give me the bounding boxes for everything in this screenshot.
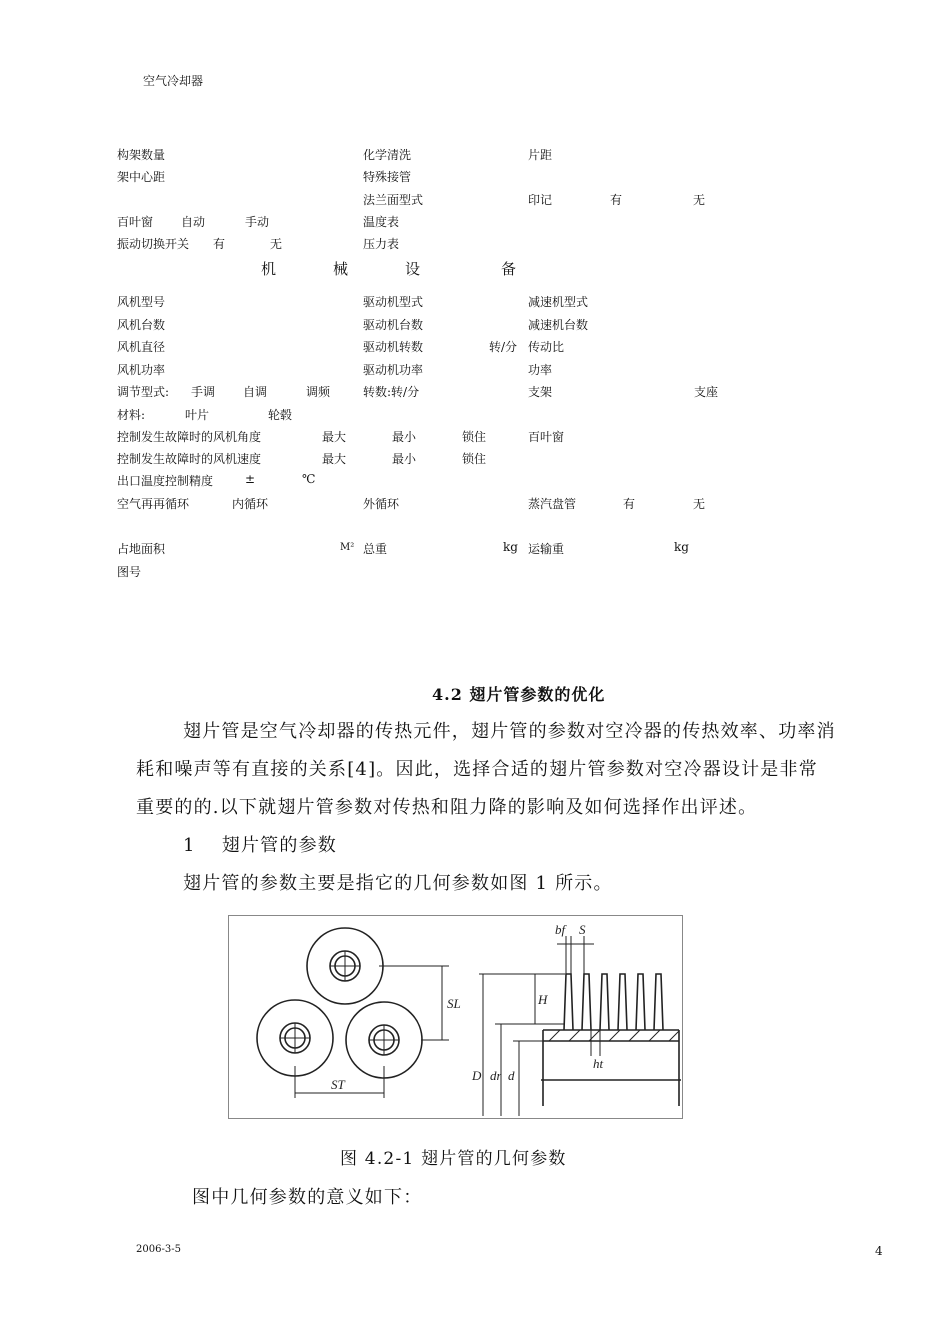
paragraph-line: 耗和噪声等有直接的关系[4]。因此，选择合适的翅片管参数对空冷器设计是非常 — [136, 759, 818, 780]
tube-longitudinal-section — [541, 974, 681, 1106]
form-label: 驱动机转数 — [363, 340, 424, 354]
form-option: 内循环 — [232, 497, 269, 511]
paragraph-line: 翅片管是空气冷却器的传热元件，翅片管的参数对空冷器的传热效率、功率消 — [183, 721, 836, 742]
form-unit: kg — [503, 540, 518, 554]
form-label: 图号 — [117, 565, 142, 579]
form-option: 手动 — [245, 215, 270, 229]
subsection-title: 1 翅片管的参数 — [183, 835, 337, 856]
form-option: 锁住 — [462, 452, 487, 466]
form-label: 驱动机台数 — [363, 318, 424, 332]
form-label: 运输重 — [528, 542, 565, 556]
form-label: 温度表 — [363, 215, 400, 229]
footer-date: 2006-3-5 — [136, 1244, 181, 1255]
mech-heading-char: 械 — [333, 260, 349, 278]
mech-heading-char: 设 — [405, 260, 421, 278]
form-label: 特殊接管 — [363, 170, 412, 184]
form-option: 无 — [270, 237, 283, 251]
label-d-outer: D — [472, 1068, 482, 1083]
form-option: 无 — [693, 497, 706, 511]
form-label: 空气再再循环 — [117, 497, 190, 511]
label-h: H — [538, 992, 548, 1007]
form-label: 占地面积 — [117, 542, 166, 556]
label-dr: dr — [490, 1068, 502, 1083]
fin-tube-figure — [228, 915, 683, 1119]
form-label: 蒸汽盘管 — [528, 497, 577, 511]
form-label: 功率 — [528, 363, 553, 377]
form-label: 风机功率 — [117, 363, 166, 377]
figure-caption: 图 4.2-1 翅片管的几何参数 — [340, 1149, 567, 1169]
form-option: 自动 — [181, 215, 206, 229]
form-option: 锁住 — [462, 430, 487, 444]
form-label: 控制发生故障时的风机角度 — [117, 430, 262, 444]
form-option: 有 — [610, 193, 623, 207]
form-option: 调频 — [306, 385, 331, 399]
form-label: 印记 — [528, 193, 553, 207]
form-label: 百叶窗 — [528, 430, 565, 444]
label-d-inner: d — [508, 1068, 515, 1083]
form-label: 总重 — [363, 542, 388, 556]
form-label: 压力表 — [363, 237, 400, 251]
form-unit: 转/分 — [489, 340, 518, 354]
form-option: 有 — [623, 497, 636, 511]
form-label: 传动比 — [528, 340, 565, 354]
form-label: 风机型号 — [117, 295, 166, 309]
form-unit: kg — [674, 540, 689, 554]
form-label: 减速机台数 — [528, 318, 589, 332]
form-unit: M² — [340, 542, 355, 553]
form-label: 架中心距 — [117, 170, 166, 184]
form-label: 材料: — [117, 408, 146, 422]
form-label: 控制发生故障时的风机速度 — [117, 452, 262, 466]
form-option: 最大 — [322, 452, 347, 466]
paragraph-line: 翅片管的参数主要是指它的几何参数如图 1 所示。 — [183, 873, 613, 894]
form-symbol: ± — [245, 472, 256, 486]
page-number: 4 — [875, 1244, 883, 1258]
form-option: 手调 — [191, 385, 216, 399]
page-header-title: 空气冷却器 — [143, 74, 204, 88]
form-option: 轮毂 — [268, 408, 293, 422]
form-label: 支座 — [694, 385, 719, 399]
mech-heading-char: 机 — [261, 260, 277, 278]
form-option: 最大 — [322, 430, 347, 444]
form-option: 无 — [693, 193, 706, 207]
form-option: 最小 — [392, 452, 417, 466]
form-label: 风机台数 — [117, 318, 166, 332]
form-option: 有 — [213, 237, 226, 251]
form-option: 外循环 — [363, 497, 400, 511]
form-label: 构架数量 — [117, 148, 166, 162]
label-sl: SL — [447, 996, 461, 1011]
label-bf: bf — [555, 922, 566, 937]
form-option: 自调 — [243, 385, 268, 399]
fin-tube-diagram — [229, 916, 682, 1118]
section-title: 4.2 翅片管参数的优化 — [432, 685, 606, 704]
form-label: 驱动机功率 — [363, 363, 424, 377]
form-label: 出口温度控制精度 — [117, 474, 214, 488]
mech-heading-char: 备 — [501, 260, 517, 278]
form-label: 转数:转/分 — [363, 385, 420, 399]
form-label: 调节型式: — [117, 385, 170, 399]
form-unit: ℃ — [302, 472, 316, 486]
form-label: 驱动机型式 — [363, 295, 424, 309]
paragraph-line: 重要的的.以下就翅片管参数对传热和阻力降的影响及如何选择作出评述。 — [136, 797, 758, 818]
form-label: 化学清洗 — [363, 148, 412, 162]
label-st: ST — [331, 1077, 345, 1092]
form-option: 叶片 — [185, 408, 210, 422]
form-label: 振动切换开关 — [117, 237, 190, 251]
form-label: 风机直径 — [117, 340, 166, 354]
paragraph-line: 图中几何参数的意义如下： — [192, 1187, 423, 1208]
form-label: 减速机型式 — [528, 295, 589, 309]
form-label: 法兰面型式 — [363, 193, 424, 207]
form-label: 百叶窗 — [117, 215, 154, 229]
form-option: 最小 — [392, 430, 417, 444]
label-ht: ht — [593, 1056, 604, 1071]
label-s: S — [579, 922, 586, 937]
form-label: 支架 — [528, 385, 553, 399]
form-label: 片距 — [528, 148, 553, 162]
